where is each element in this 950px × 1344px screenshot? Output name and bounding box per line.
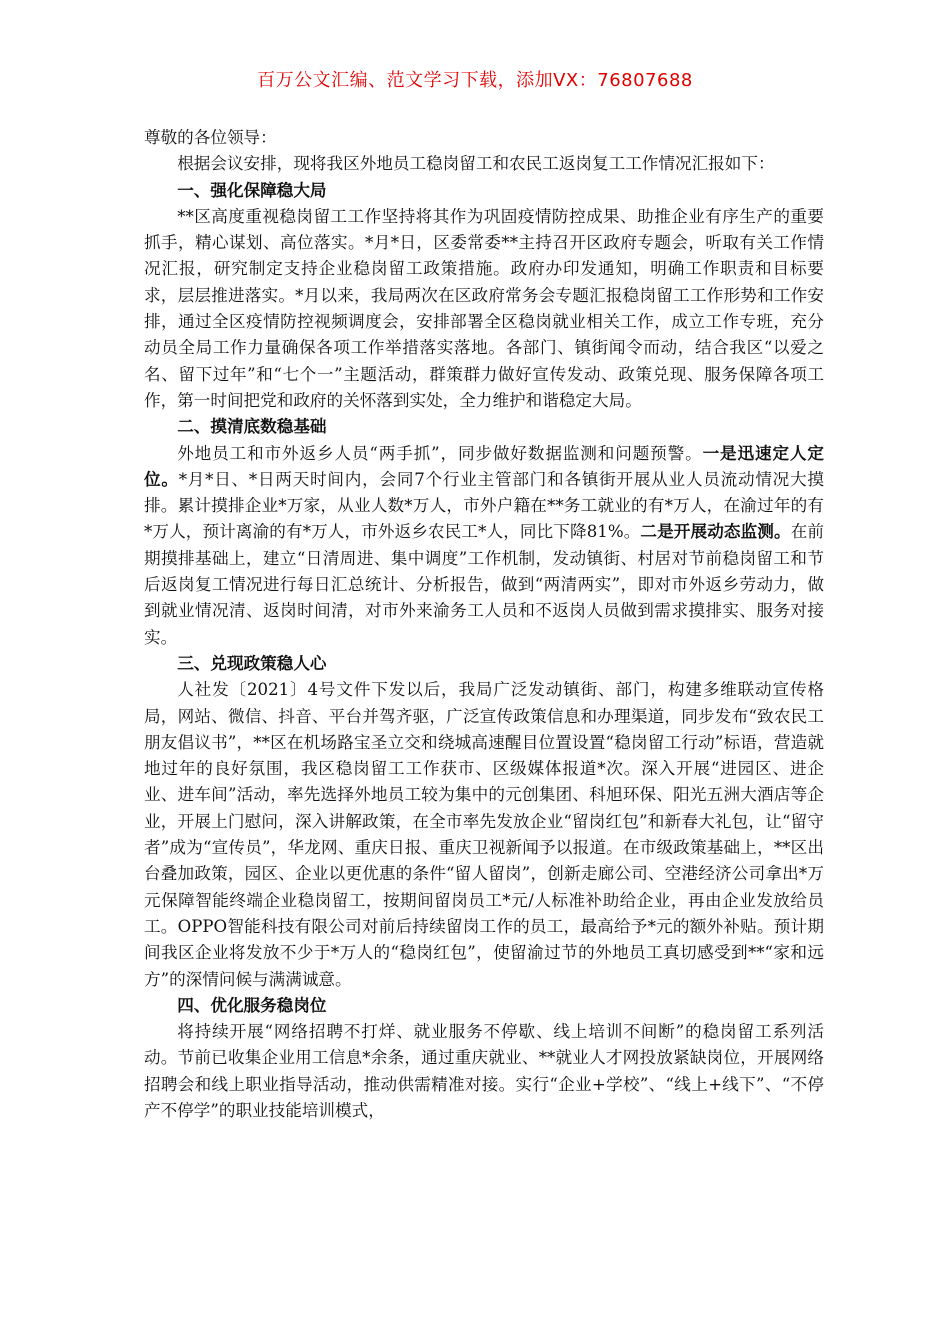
section-2-text-c: 在前期摸排基础上，建立“日清周进、集中调度”工作机制，发动镇街、村居对节前稳岗留工和节后返岗复工情况进行每日汇总统计、分析报告，做到“两清两实”，即对市外返乡劳动力，做到就业情况清、返岗时间清，对市外来渝务工人员和不返岗人员做到需求摸排实、服务对接实。 bbox=[144, 522, 825, 647]
section-body-1: **区高度重视稳岗留工工作坚持将其作为巩固疫情防控成果、助推企业有序生产的重要抓手，精心谋划、高位落实。*月*日，区委常委**主持召开区政府专题会，听取有关工作情况汇报，研究制定支持企业稳岗留工政策措施。政府办印发通知，明确工作职责和目标要求，层层推进落实。*月以来，我局两次在区政府常务会专题汇报稳岗留工工作形势和工作安排，通过全区疫情防控视频调度会，安排部署全区稳岗就业相关工作，成立工作专班，充分动员全局工作力量确保各项工作举措落实落地。各部门、镇街闻令而动，结合我区“以爱之名、留下过年”和“七个一”主题活动，群策群力做好宣传发动、政策兑现、服务保障各项工作，第一时间把党和政府的关怀落到实处，全力维护和谐稳定大局。 bbox=[144, 206, 824, 410]
section-2-bold-point-2: 二是开展动态监测。 bbox=[640, 522, 791, 542]
section-heading-4: 四、优化服务稳岗位 bbox=[177, 995, 327, 1015]
section-heading-2: 二、摸清底数稳基础 bbox=[177, 417, 327, 437]
section-2-bold-point-1: 一是迅速定人定位。 bbox=[144, 443, 824, 489]
intro-paragraph: 根据会议安排，现将我区外地员工稳岗留工和农民工返岗复工工作情况汇报如下： bbox=[177, 154, 775, 174]
section-body-2 bbox=[144, 441, 824, 651]
document-body bbox=[144, 125, 824, 1124]
watermark-header: 百万公文汇编、范文学习下载，添加VX：76807688 bbox=[257, 70, 693, 91]
section-heading-1: 一、强化保障稳大局 bbox=[177, 180, 327, 200]
section-2-text-a: 外地员工和市外返乡人员“两手抓”，同步做好数据监测和问题预警。 bbox=[177, 443, 703, 463]
section-body-3: 人社发〔2021〕4号文件下发以后，我局广泛发动镇街、部门，构建多维联动宣传格局，网站、微信、抖音、平台并驾齐驱，广泛宣传政策信息和办理渠道，同步发布“致农民工朋友倡议书”，**区在机场路宝圣立交和绕城高速醒目位置设置“稳岗留工行动”标语，营造就地过年的良好氛围，我区稳岗留工工作获市、区级媒体报道*次。深入开展“进园区、进企业、进车间”活动，率先选择外地员工较为集中的元创集团、科旭环保、阳光五洲大酒店等企业，开展上门慰问，深入讲解政策，在全市率先发放企业“留岗红包”和新春大礼包，让“留守者”成为“宣传员”，华龙网、重庆日报、重庆卫视新闻予以报道。在市级政策基础上，**区出台叠加政策，园区、企业以更优惠的条件“留人留岗”，创新走廊公司、空港经济公司拿出*万元保障智能终端企业稳岗留工，按期间留岗员工*元/人标准补助给企业，再由企业发放给员工。OPPO智能科技有限公司对前后持续留岗工作的员工，最高给予*元的额外补贴。预计期间我区企业将发放不少于*万人的“稳岗红包”，使留渝过节的外地员工真切感受到**“家和远方”的深情问候与满满诚意。 bbox=[144, 680, 824, 989]
greeting: 尊敬的各位领导： bbox=[144, 128, 277, 147]
section-heading-3: 三、兑现政策稳人心 bbox=[177, 653, 327, 673]
section-body-4: 将持续开展“网络招聘不打烊、就业服务不停歇、线上培训不间断”的稳岗留工系列活动。节前已收集企业用工信息*余条，通过重庆就业、**就业人才网投放紧缺岗位，开展网络招聘会和线上职业指导活动，推动供需精准对接。实行“企业+学校”、“线上+线下”、“不停产不停学”的职业技能培训模式， bbox=[144, 1022, 824, 1120]
section-2-text-b: *月*日、*日两天时间内，会同7个行业主管部门和各镇街开展从业人员流动情况大摸排。累计摸排企业*万家，从业人数*万人，市外户籍在**务工就业的有*万人，在渝过年的有*万人，预计离渝的有*万人，市外返乡农民工*人，同比下降81%。 bbox=[144, 469, 824, 542]
